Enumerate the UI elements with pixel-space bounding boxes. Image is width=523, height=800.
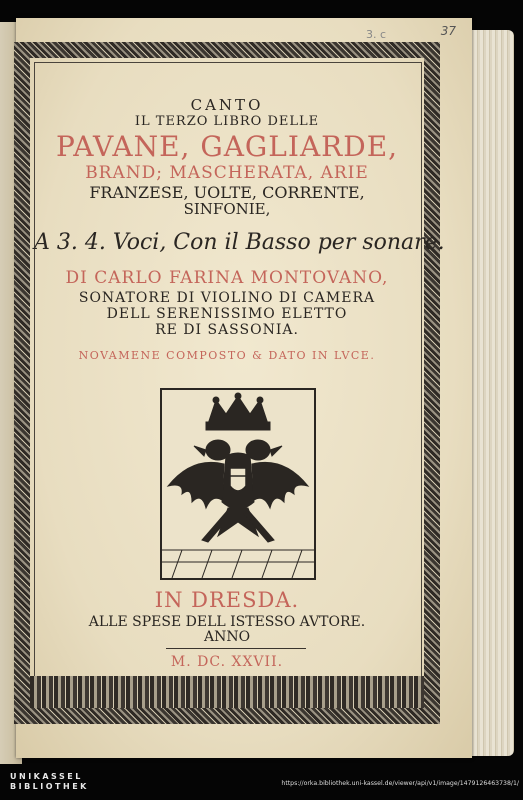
- composer-title-line: SONATORE DI VIOLINO DI CAMERA: [78, 290, 376, 306]
- imprint-year: M. DC. XXVII.: [170, 654, 284, 670]
- double-headed-eagle-icon: [162, 390, 314, 578]
- bottom-ornament-band: [30, 676, 424, 708]
- composer-title-line: DELL SERENISSIMO ELETTO: [106, 306, 348, 322]
- book-title-line: IL TERZO LIBRO DELLE: [134, 114, 320, 129]
- imprint-place: IN DRESDA.: [154, 588, 300, 612]
- library-logo: [10, 772, 89, 792]
- logo-line: BIBLIOTHEK: [10, 782, 89, 791]
- main-title-line: PAVANE, GAGLIARDE,: [55, 130, 399, 163]
- divider-rule: [166, 648, 306, 649]
- voices-line: A 3. 4. Voci, Con il Basso per sonare.: [34, 230, 445, 255]
- subtitle-line: BRAND; MASCHERATA, ARIE: [85, 163, 369, 183]
- composer-line: DI CARLO FARINA MONTOVANO,: [65, 268, 389, 288]
- composer-title-line: RE DI SASSONIA.: [155, 322, 299, 338]
- image-url[interactable]: https://orka.bibliothek.uni-kassel.de/viewer/api/v1/image/1479126463738/1/: [281, 780, 519, 787]
- eagle-woodcut-illustration: [160, 388, 316, 580]
- logo-line: UNIKASSEL: [10, 772, 83, 781]
- publication-note: NOVAMENE COMPOSTO & DATO IN LVCE.: [78, 349, 376, 362]
- page-edges: [468, 30, 514, 756]
- pencil-mark: 3. c: [366, 28, 387, 41]
- page-number: 37: [440, 24, 456, 38]
- subtitle-line: SINFONIE,: [183, 200, 271, 218]
- imprint-year-label: ANNO: [203, 629, 251, 645]
- subtitle-line: FRANZESE, UOLTE, CORRENTE,: [89, 183, 365, 202]
- imprint-publisher: ALLE SPESE DELL ISTESSO AVTORE.: [88, 614, 366, 630]
- voice-part-heading: CANTO: [190, 96, 264, 114]
